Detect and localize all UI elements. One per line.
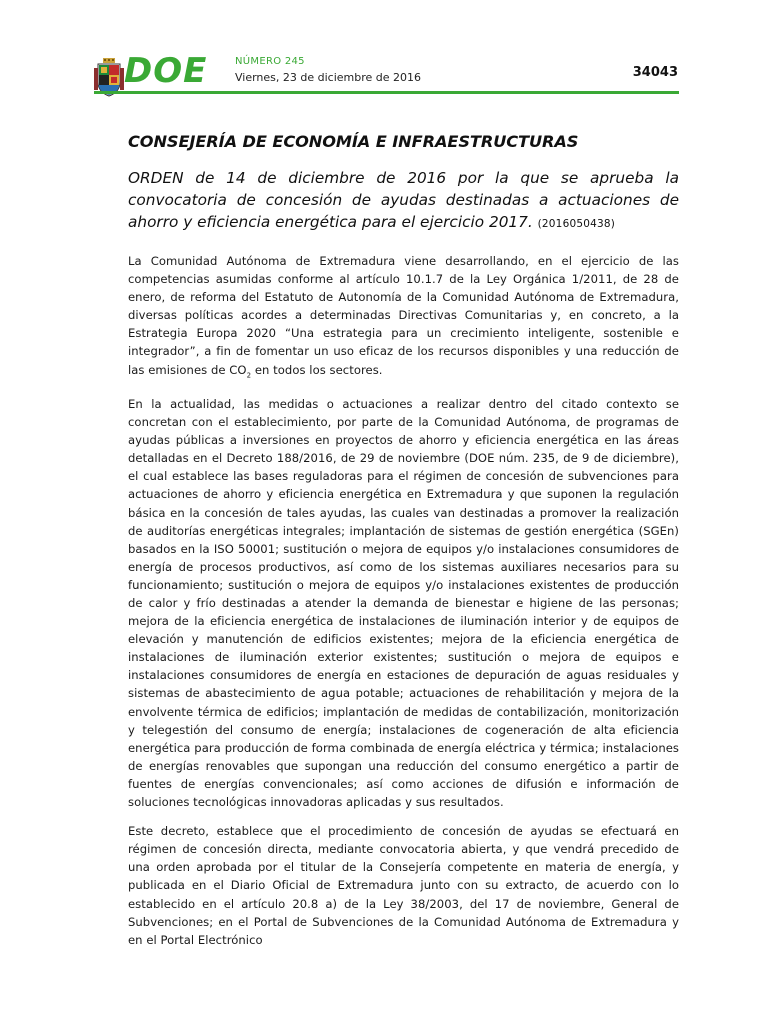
order-title xyxy=(128,167,679,235)
paragraph-1-end: en todos los sectores. xyxy=(251,362,383,377)
paragraph-2: En la actualidad, las medidas o actuaciones a realizar dentro del citado contexto se concretan con el establecimiento, por parte de la Comunidad Autónoma, de programas de ayudas públicas a inversiones en proyectos de ahorro y eficiencia energética en las áreas detalladas en el Decreto 188/2016, de 29 de noviembre (DOE núm. 235, de 9 de diciembre), el cual establece las bases reguladoras para el régimen de concesión de subvenciones para actuaciones de ahorro y eficiencia energética en Extremadura y que suponen la regulación básica en la concesión de tales ayudas, las cuales van destinadas a promover la realización de auditorías energéticas integrales; implantación de sistemas de gestión energética (SGEn) basados en la ISO 50001; sustitución o mejora de equipos y/o instalaciones consumidores de energía de procesos productivos, así como de los sistemas auxiliares necesarios para su funcionamiento; sustitución o mejora de equipos y/o instalaciones existentes de producción de calor y frío destinadas a atender la demanda de bienestar e higiene de las personas; mejora de la eficiencia energética de instalaciones de iluminación interior y de equipos de elevación y manutención de edificios existentes; mejora de la eficiencia energética de instalaciones de iluminación exterior existentes; sustitución o mejora de equipos e instalaciones consumidores de energía en estaciones de depuración de aguas residuales y sistemas de abastecimiento de agua potable; actuaciones de rehabilitación y mejora de la envolvente térmica de edificios; implantación de medidas de contabilización, monitorización y telegestión del consumo de energía; instalaciones de cogeneración de alta eficiencia energética para producción de forma combinada de energía eléctrica y térmica; instalaciones de energías renovables que supongan una reducción del consumo energético a partir de fuentes de energías convencionales; así como acciones de difusión e información de soluciones tecnológicas innovadoras aplicadas y sus resultados. xyxy=(128,396,679,810)
order-code: (2016050438) xyxy=(537,218,616,230)
page-header xyxy=(94,51,678,96)
header-rule xyxy=(94,91,679,94)
page-number: 34043 xyxy=(632,65,678,80)
co2-subscript: 2 xyxy=(246,370,252,379)
document-body xyxy=(128,132,679,960)
order-title-text: ORDEN de 14 de diciembre de 2016 por la que se aprueba la convocatoria de concesión de ayudas destinadas a actuaciones de ahorro y eficiencia energética para el ejercicio 2017. xyxy=(128,169,679,231)
section-title: CONSEJERÍA DE ECONOMÍA E INFRAESTRUCTURAS xyxy=(128,132,579,151)
doe-logo: DOE xyxy=(124,51,208,91)
paragraph-1 xyxy=(128,252,679,384)
issue-number: NÚMERO 245 xyxy=(235,56,305,67)
paragraph-1-text: La Comunidad Autónoma de Extremadura viene desarrollando, en el ejercicio de las competencias asumidas conforme al artículo 10.1.7 de la Ley Orgánica 1/2011, de 28 de enero, de reforma del Estatuto de Autonomía de la Comunidad Autónoma de Extremadura, diversas políticas acordes a determinadas Directivas Comunitarias y, en concreto, a la Estrategia Europa 2020 “Una estrategia para un crecimiento inteligente, sostenible e integrador”, a fin de fomentar un uso eficaz de los recursos disponibles y una reducción de las emisiones de CO xyxy=(128,254,679,377)
paragraph-3: Este decreto, establece que el procedimiento de concesión de ayudas se efectuará en régimen de concesión directa, mediante convocatoria abierta, y que vendrá precedido de una orden aprobada por el titular de la Consejería competente en materia de energía, y publicada en el Diario Oficial de Extremadura junto con su extracto, de acuerdo con lo establecido en el artículo 20.8 a) de la Ley 38/2003, del 17 de noviembre, General de Subvenciones; en el Portal de Subvenciones de la Comunidad Autónoma de Extremadura y en el Portal Electrónico xyxy=(128,824,679,947)
issue-date: Viernes, 23 de diciembre de 2016 xyxy=(235,71,422,84)
